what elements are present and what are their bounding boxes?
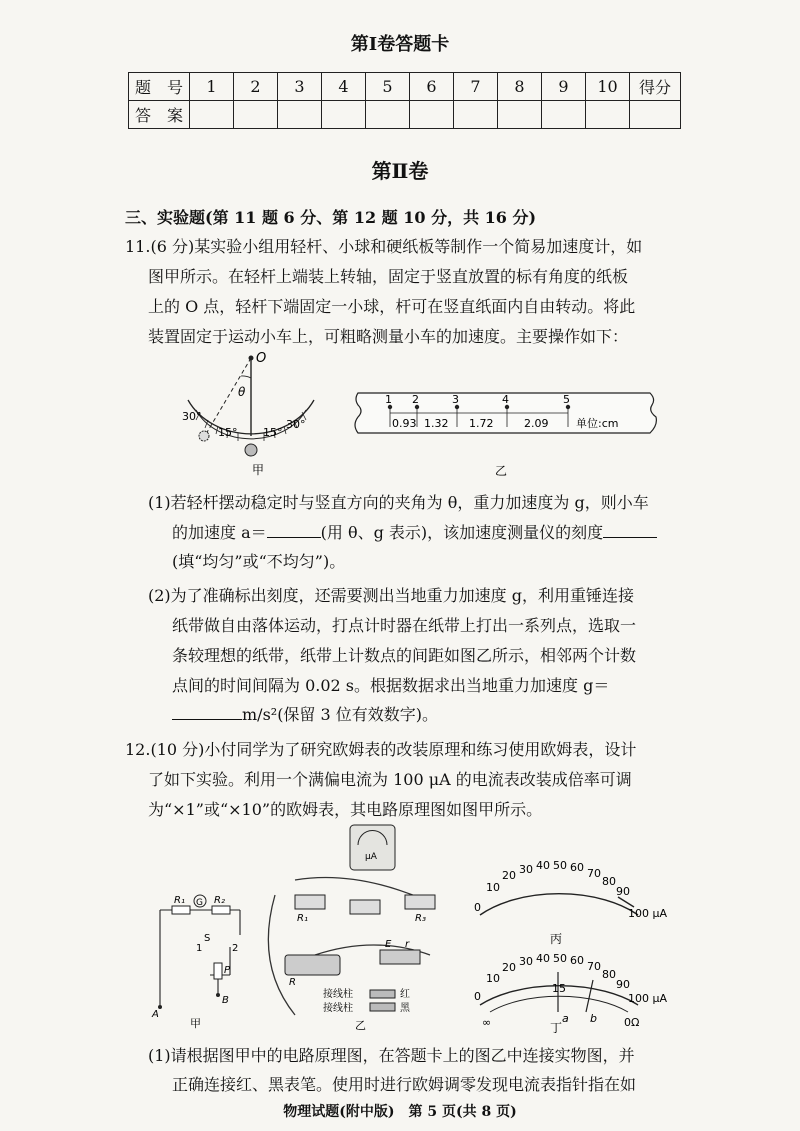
label-n1: 1 [196,943,203,954]
tick-label: 30 [519,863,533,876]
label-r1: R₁ [174,895,185,906]
theta-arc [241,376,251,378]
ohm-label: 15 [552,982,566,995]
label-g: G [196,898,203,908]
question-number-cell: 8 [498,73,542,101]
point-label: 2 [412,393,419,406]
q11-part2-line: 条较理想的纸带，纸带上计数点的间距如图乙所示，相邻两个计数 [172,646,637,665]
probe-red [370,990,395,998]
dial-arc [480,894,638,915]
microammeter [350,825,395,870]
tick-label: 20 [502,961,516,974]
q12-line: 了如下实验。利用一个满偏电流为 100 μA 的电流表改装成倍率可调 [148,770,632,789]
q11-part1-line: (1)若轻杆摆动稳定时与竖直方向的夹角为 θ，重力加速度为 g，则小车 [148,493,649,512]
resistor-r1-box [295,895,325,909]
answer-cell[interactable] [542,101,586,129]
tick-label: 10 [486,881,500,894]
black-probe-label: 黑 [400,1003,410,1014]
tick-label: 90 [616,978,630,991]
angle-label: 15° [263,426,283,439]
distance-label: 0.93 [392,417,417,430]
answer-cell[interactable] [278,101,322,129]
question-number-row [129,73,681,101]
resistor-r2 [212,906,230,914]
tick-label: 80 [602,875,616,888]
dial-marker-b [586,980,593,1012]
marker-label-b: b [590,1012,597,1025]
fig-physical-wiring [255,815,470,1035]
angle-label: 15° [218,426,238,439]
question-number-cell: 10 [586,73,630,101]
q11-part2-line: (2)为了准确标出刻度，还需要测出当地重力加速度 g，利用重锤连接 [148,586,634,605]
label-r3: R₃ [415,913,426,924]
fig-paper-tape [350,385,670,480]
tick-label: 0 [474,990,481,1003]
tick-label: 70 [587,960,601,973]
probe-black [370,1003,395,1011]
question-number-cell: 4 [322,73,366,101]
question-number-cell: 1 [190,73,234,101]
tick-label: 80 [602,968,616,981]
fig-dial-ding [468,950,683,1035]
question-number-cell: 3 [278,73,322,101]
q12-part1-line: 正确连接红、黑表笔。使用时进行欧姆调零发现电流表指针指在如 [172,1075,637,1094]
section-heading: 三、实验题(第 11 题 6 分、第 12 题 10 分，共 16 分) [125,208,537,227]
angle-label: 30° [286,418,306,431]
answer-cell[interactable] [410,101,454,129]
q11-part2-line: 纸带做自由落体运动，打点计时器在纸带上打出一系列点，选取一 [172,616,637,635]
tick-label: 40 [536,952,550,965]
q11-part2-line5 [172,702,438,725]
label-p: P [224,965,231,976]
answer-row [129,101,681,129]
dial-scale-labels [474,952,667,1029]
fig-caption-yi: 乙 [495,464,508,478]
point-label: 4 [502,393,509,406]
resistor-r1 [172,906,190,914]
q11-line: 图甲所示。在轻杆上端装上转轴，固定于竖直放置的标有角度的纸板 [148,267,629,286]
label-n2: 2 [232,943,239,954]
tick-label: 20 [502,869,516,882]
answer-blank-scale[interactable] [603,523,657,538]
red-probe-label: 红 [400,989,410,1000]
label-theta: θ [238,385,246,399]
answer-blank-g[interactable] [172,705,242,720]
answer-card-title: 第Ⅰ卷答题卡 [350,34,450,55]
tick-label: 10 [486,972,500,985]
label-r: R [289,977,296,988]
question-number-cell: 2 [234,73,278,101]
rheostat [285,955,340,975]
row-label-number: 题 号 [129,73,190,101]
question-number-cell: 6 [410,73,454,101]
ball-rest [245,444,257,456]
tick-label: 40 [536,859,550,872]
distance-label: 1.72 [469,417,494,430]
q11-line: 上的 O 点，轻杆下端固定一小球，杆可在竖直纸面内自由转动。将此 [148,297,636,316]
label-a: A [152,1009,159,1020]
q11-part2-text: m/s²(保留 3 位有效数字)。 [242,705,439,724]
terminal-b [216,993,220,997]
q12-line: 为“×1”或“×10”的欧姆表，其电路原理图如图甲所示。 [148,800,543,819]
page-footer: 物理试题(附中版) 第 5 页(共 8 页) [283,1104,517,1120]
q11-part1-line2 [172,520,657,543]
tick-label: 50 [553,859,567,872]
answer-cell[interactable] [366,101,410,129]
point-label: 5 [563,393,570,406]
distance-label: 1.32 [424,417,449,430]
q12-line: 12.(10 分)小付同学为了研究欧姆表的改装原理和练习使用欧姆表，设计 [125,740,637,759]
ohm-label: 0Ω [624,1016,640,1029]
fig-circuit-schematic [150,885,250,1030]
answer-cell[interactable] [234,101,278,129]
resistor-r3-box [405,895,435,909]
tick-label: 30 [519,955,533,968]
dial-inner-arc [490,996,628,1012]
dial-end-label: 100 μA [628,907,668,920]
tick-label: 50 [553,952,567,965]
unit-label: 单位:cm [576,417,619,430]
label-o: O [256,351,267,366]
answer-cell[interactable] [190,101,234,129]
fig-caption-ding: 丁 [550,1021,563,1035]
answer-cell[interactable] [586,101,630,129]
battery [380,950,420,964]
point-label: 1 [385,393,392,406]
q11-line: 装置固定于运动小车上，可粗略测量小车的加速度。主要操作如下： [148,327,629,346]
point-label: 3 [452,393,459,406]
part-two-title: 第Ⅱ卷 [371,159,429,183]
circuit-wires [160,910,240,1005]
dial-scale-labels [474,859,667,920]
q11-part2-line: 点间的时间间隔为 0.02 s。根据数据求出当地重力加速度 g＝ [172,676,610,695]
post-label: 接线柱 [323,1003,353,1014]
fig-accelerometer [178,350,318,480]
ohm-label: ∞ [482,1016,492,1029]
fig-caption-bing: 丙 [550,932,563,946]
fig-caption-yi: 乙 [355,1019,366,1032]
answer-blank-a[interactable] [267,523,321,538]
q11-part1-text: (用 θ、g 表示)，该加速度测量仪的刻度 [320,523,604,542]
fig-caption-jia: 甲 [252,463,265,477]
label-e: E [385,939,392,950]
label-r-internal: r [405,939,410,950]
tick-label: 60 [570,954,584,967]
post-label: 接线柱 [323,989,353,1000]
fig-dial-bing [468,855,683,950]
marker-label-a: a [562,1012,569,1025]
answer-cell[interactable] [454,101,498,129]
answer-card-table [128,72,681,129]
tick-label: 90 [616,885,630,898]
q12-part1-line: (1)请根据图甲中的电路原理图，在答题卡上的图乙中连接实物图，并 [148,1046,635,1065]
tick-label: 60 [570,861,584,874]
label-r2: R₂ [214,895,225,906]
label-r1: R₁ [297,913,308,924]
question-number-cell: 9 [542,73,586,101]
distance-label: 2.09 [524,417,549,430]
row-label-answer: 答 案 [129,101,190,129]
question-number-cell: 5 [366,73,410,101]
ball-deflected [199,431,209,441]
q11-line: 11.(6 分)某实验小组用轻杆、小球和硬纸板等制作一个简易加速度计，如 [125,237,643,256]
score-cell[interactable] [630,101,681,129]
angle-label: 30° [182,410,202,423]
tick-label: 0 [474,901,481,914]
answer-cell[interactable] [322,101,366,129]
label-b: B [222,995,229,1006]
fig-caption-jia: 甲 [190,1017,201,1030]
dial-end-label: 100 μA [628,992,668,1005]
tick-label: 70 [587,867,601,880]
question-number-cell: 7 [454,73,498,101]
potentiometer-p [214,963,222,979]
q11-part1-text: 的加速度 a＝ [172,523,267,542]
label-s: S [204,933,211,944]
switch-box [350,900,380,914]
q11-part1-line: (填“均匀”或“不均匀”)。 [172,552,346,571]
answer-cell[interactable] [498,101,542,129]
score-header-cell: 得分 [630,73,681,101]
meter-unit: μA [365,852,377,862]
